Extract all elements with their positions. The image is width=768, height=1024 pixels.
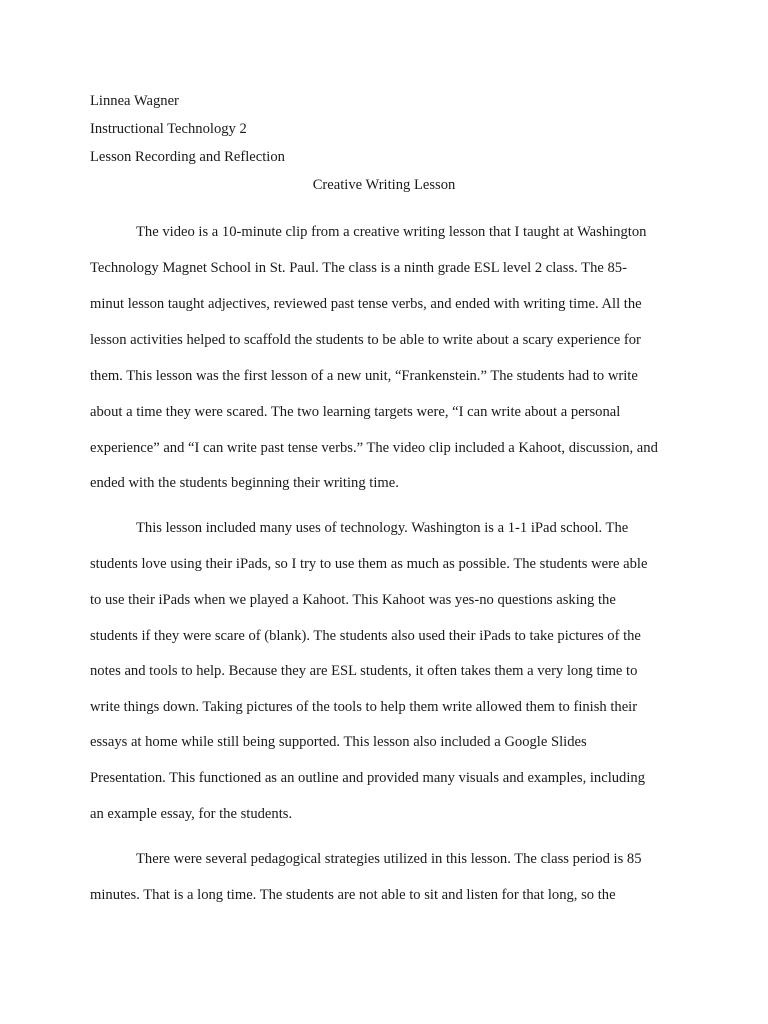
- paragraph-line: lesson activities helped to scaffold the students to be able to write about a scary experience for: [90, 332, 641, 348]
- paragraph-line: There were several pedagogical strategies utilized in this lesson. The class period is 85: [136, 851, 642, 867]
- paragraph-line: minut lesson taught adjectives, reviewed past tense verbs, and ended with writing time. All the: [90, 296, 642, 312]
- paragraph-line: them. This lesson was the first lesson of a new unit, “Frankenstein.” The students had to write: [90, 368, 638, 384]
- paragraph-line: to use their iPads when we played a Kahoot. This Kahoot was yes-no questions asking the: [90, 592, 616, 608]
- author-name: Linnea Wagner: [90, 93, 179, 109]
- paragraph-line: about a time they were scared. The two learning targets were, “I can write about a personal: [90, 404, 621, 420]
- paragraph-line: notes and tools to help. Because they are ESL students, it often takes them a very long time to: [90, 663, 638, 679]
- paragraph-line: students love using their iPads, so I try to use them as much as possible. The students were able: [90, 556, 648, 572]
- paragraph-line: an example essay, for the students.: [90, 806, 293, 822]
- paragraph-line: experience” and “I can write past tense verbs.” The video clip included a Kahoot, discussion, and: [90, 440, 658, 456]
- paragraph-line: write things down. Taking pictures of the tools to help them write allowed them to finish their: [90, 699, 638, 715]
- paragraph-line: students if they were scare of (blank). The students also used their iPads to take pictures of the: [90, 628, 641, 644]
- paragraph-line: Presentation. This functioned as an outline and provided many visuals and examples, including: [90, 770, 645, 786]
- paragraph-line: This lesson included many uses of technology. Washington is a 1-1 iPad school. The: [136, 520, 629, 536]
- paragraph-line: Technology Magnet School in St. Paul. The class is a ninth grade ESL level 2 class. The 85-: [90, 260, 627, 276]
- paragraph-line: essays at home while still being supported. This lesson also included a Google Slides: [90, 734, 587, 750]
- course-name: Instructional Technology 2: [90, 121, 247, 137]
- paragraph-line: ended with the students beginning their writing time.: [90, 475, 399, 491]
- paragraph-line: minutes. That is a long time. The students are not able to sit and listen for that long, so the: [90, 887, 616, 903]
- paragraph-line: The video is a 10-minute clip from a creative writing lesson that I taught at Washington: [136, 224, 647, 240]
- document-title: Creative Writing Lesson: [312, 177, 456, 193]
- assignment-name: Lesson Recording and Reflection: [90, 149, 285, 165]
